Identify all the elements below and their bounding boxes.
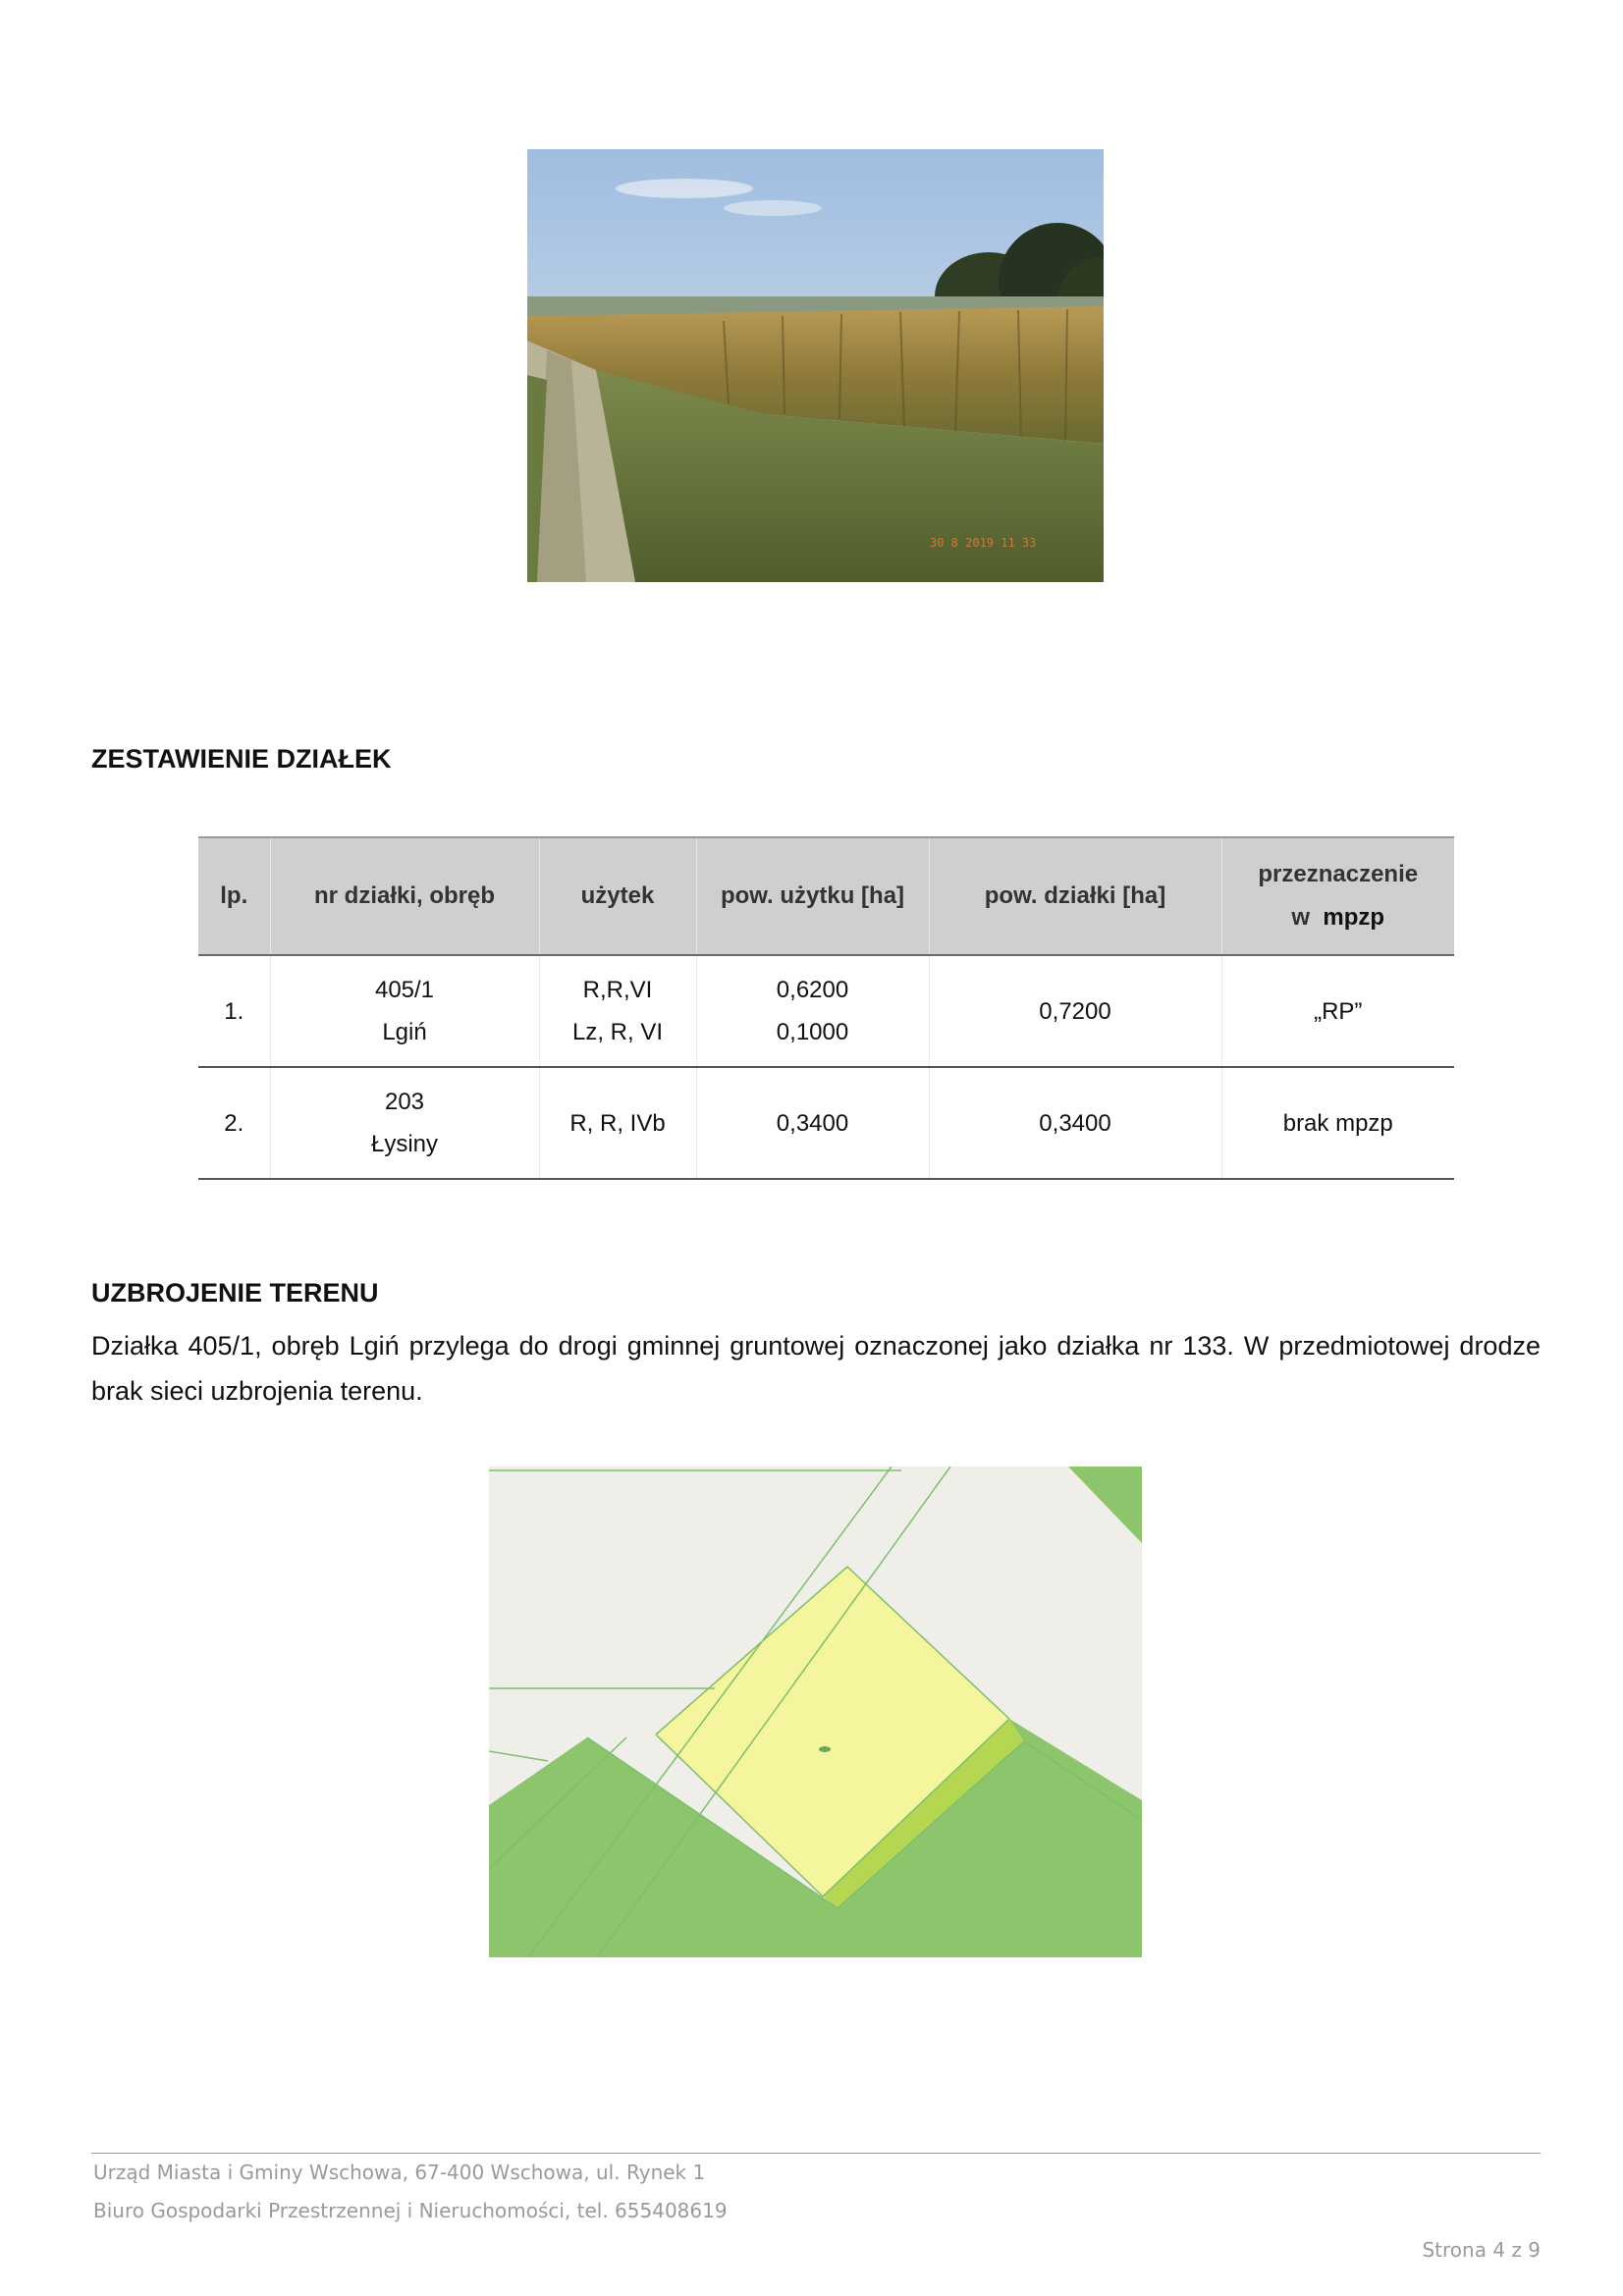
cell-pow-dzialki: 0,3400 [929,1067,1221,1179]
parcel-map [489,1467,1142,1957]
page-number: Strona 4 z 9 [1422,2238,1541,2262]
field-photo-image [527,149,1104,582]
cell-przeznaczenie: „RP” [1221,955,1454,1067]
cell-nr-dzialki [270,955,539,1067]
cell-pow-dzialki: 0,7200 [929,955,1221,1067]
footer-divider [91,2153,1541,2154]
table-row [198,1067,1454,1179]
photo-date-stamp: 30 8 2019 11 33 [930,536,1037,550]
cell-uzytek-2: Lz, R, VI [571,1019,664,1045]
uzbrojenie-paragraph: Działka 405/1, obręb Lgiń przylega do drogi gminnej gruntowej oznaczonej jako działka nr 133. W przedmiotowej drodze brak sieci uzbrojenia terenu. [91,1331,1541,1406]
parcels-table [198,836,1454,1180]
cell-uzytek-1: R,R,VI [582,977,653,1003]
cell-uzytek: R, R, IVb [539,1067,696,1179]
field-photo [527,149,1104,582]
cell-pow-uzytku: 0,3400 [696,1067,929,1179]
footer-department: Biuro Gospodarki Przestrzennej i Nieruchomości, tel. 655408619 [93,2199,728,2222]
cell-pow-uzytku-2: 0,1000 [776,1019,849,1045]
header-przeznaczenie-mpzp: mpzp [1323,904,1385,931]
header-przeznaczenie-line1: przeznaczenie [1258,861,1419,887]
table-row [198,955,1454,1067]
header-przeznaczenie-prefix: w [1291,904,1311,931]
cell-lp: 1. [198,955,270,1067]
header-pow-dzialki: pow. działki [ha] [929,837,1221,955]
header-lp: lp. [198,837,270,955]
cell-nr-dzialki [270,1067,539,1179]
cell-przeznaczenie: brak mpzp [1221,1067,1454,1179]
cell-obreb: Lgiń [382,1019,427,1045]
parcel-map-image [489,1467,1142,1957]
footer-address: Urząd Miasta i Gminy Wschowa, 67-400 Wschowa, ul. Rynek 1 [93,2161,706,2184]
parcel-marker [819,1746,831,1752]
header-nr-dzialki: nr działki, obręb [270,837,539,955]
header-pow-uzytku: pow. użytku [ha] [696,837,929,955]
cell-pow-uzytku-1: 0,6200 [776,977,849,1003]
cell-lp: 2. [198,1067,270,1179]
section-title-zestawienie: ZESTAWIENIE DZIAŁEK [91,744,392,774]
header-przeznaczenie [1221,837,1454,955]
cell-obreb: Łysiny [370,1131,439,1157]
cell-pow-uzytku [696,955,929,1067]
cell-uzytek [539,955,696,1067]
cell-nr: 405/1 [374,977,435,1003]
cell-nr: 203 [384,1089,425,1115]
header-uzytek: użytek [539,837,696,955]
table-header-row [198,837,1454,955]
section-title-uzbrojenie: UZBROJENIE TERENU [91,1278,379,1308]
